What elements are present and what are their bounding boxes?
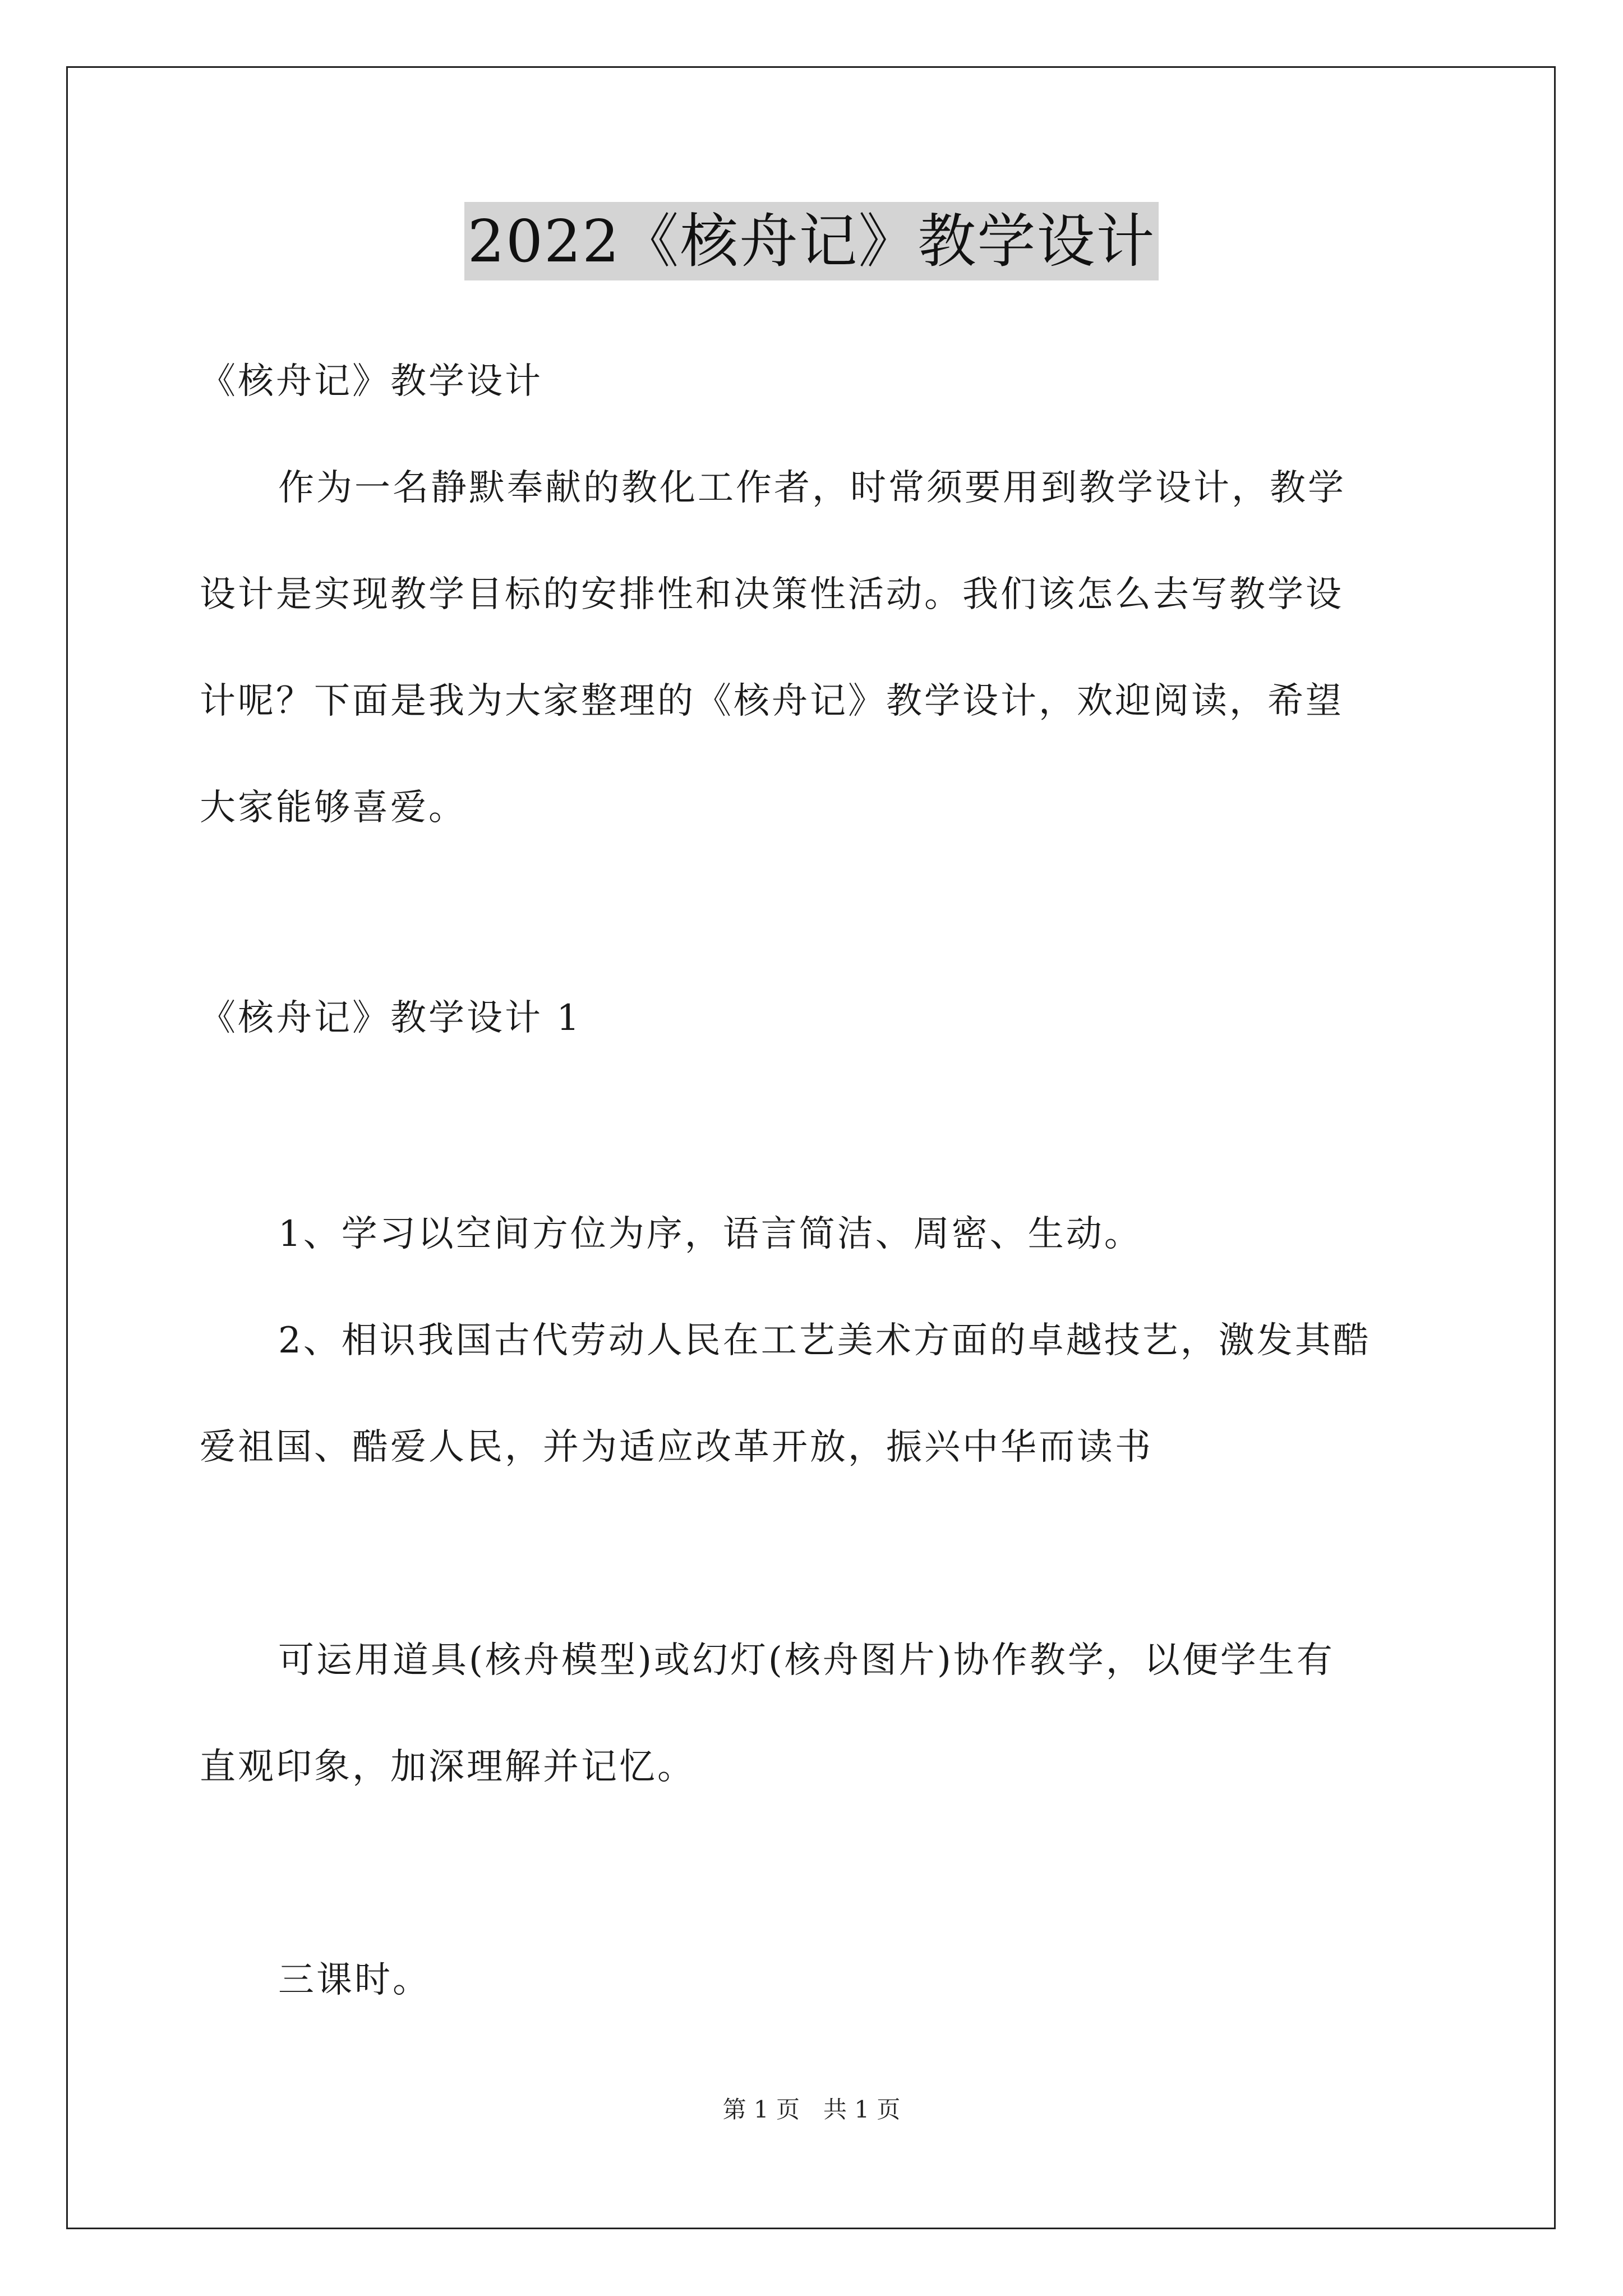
- document-title: 2022《核舟记》教学设计: [464, 202, 1159, 280]
- goal-2-line-1: 2、相识我国古代劳动人民在工艺美术方面的卓越技艺，激发其酷: [278, 1320, 1371, 1361]
- title-container: [0, 202, 1623, 280]
- document-subtitle: 《核舟记》教学设计: [200, 361, 543, 402]
- page-number: 第 1 页 共 1 页: [722, 2096, 901, 2123]
- aids-line-2: 直观印象，加深理解并记忆。: [200, 1746, 695, 1788]
- page-footer: [0, 2095, 1623, 2124]
- goal-2-line-2: 爱祖国、酷爱人民，并为适应改革开放，振兴中华而读书: [200, 1427, 1153, 1468]
- intro-line-1: 作为一名静默奉献的教化工作者，时常须要用到教学设计，教学: [278, 467, 1346, 509]
- section-heading: 《核舟记》教学设计 1: [200, 997, 582, 1039]
- aids-line-1: 可运用道具(核舟模型)或幻灯(核舟图片)协作教学，以便学生有: [278, 1640, 1335, 1681]
- intro-line-3: 计呢？下面是我为大家整理的《核舟记》教学设计，欢迎阅读，希望: [200, 680, 1344, 722]
- goal-1: 1、学习以空间方位为序，语言简洁、周密、生动。: [278, 1213, 1142, 1255]
- lesson-hours: 三课时。: [278, 1959, 431, 2001]
- intro-line-2: 设计是实现教学目标的安排性和决策性活动。我们该怎么去写教学设: [200, 574, 1344, 615]
- intro-line-4: 大家能够喜爱。: [200, 787, 467, 829]
